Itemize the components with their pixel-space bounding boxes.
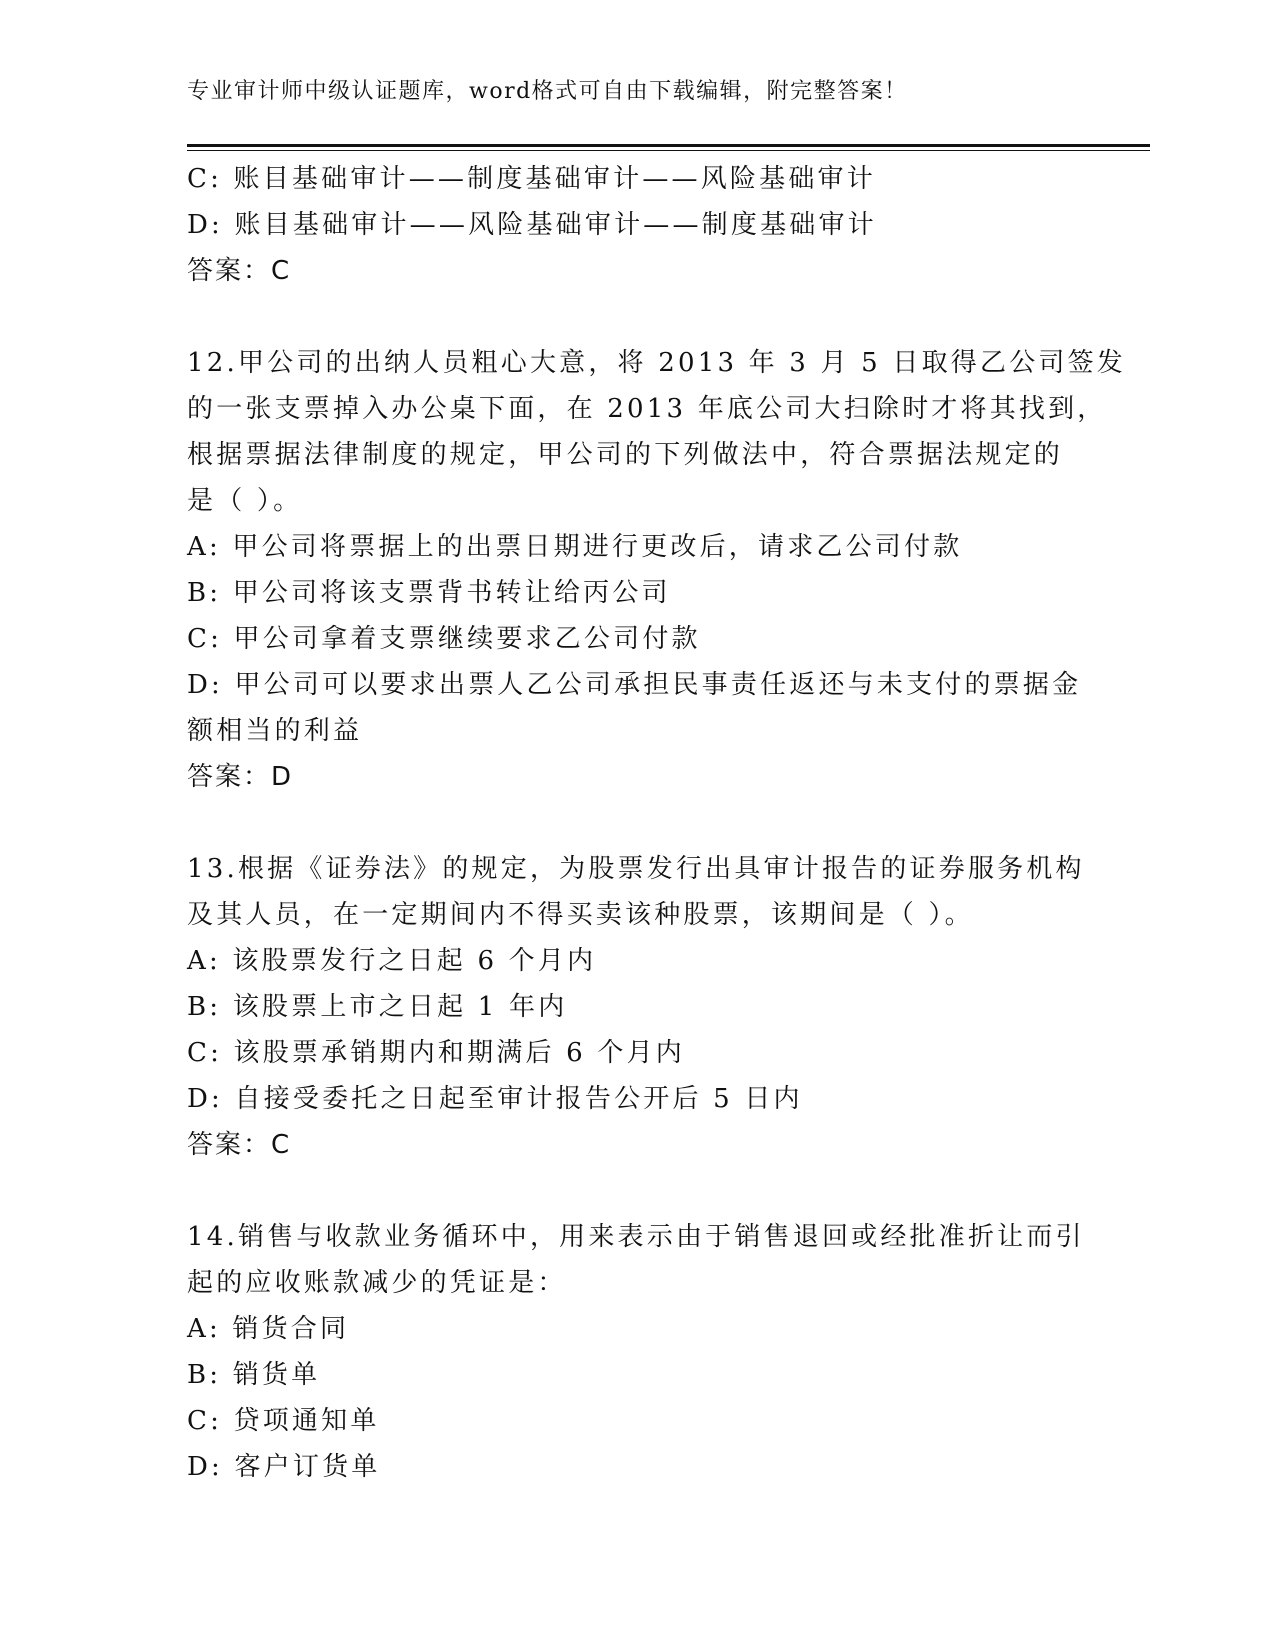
option-line: 额相当的利益 bbox=[187, 716, 363, 746]
question-stem-line: 13.根据《证券法》的规定，为股票发行出具审计报告的证券服务机构 bbox=[187, 854, 1085, 884]
answer-line: 答案：D bbox=[187, 762, 294, 792]
page-header: 专业审计师中级认证题库，word格式可自由下载编辑，附完整答案！ bbox=[187, 79, 908, 104]
question-stem-line: 12.甲公司的出纳人员粗心大意，将 2013 年 3 月 5 日取得乙公司签发 bbox=[187, 348, 1126, 378]
option-line: C: 甲公司拿着支票继续要求乙公司付款 bbox=[187, 624, 701, 654]
option-line: D: 甲公司可以要求出票人乙公司承担民事责任返还与未支付的票据金 bbox=[187, 670, 1082, 700]
question-stem-line: 的一张支票掉入办公桌下面，在 2013 年底公司大扫除时才将其找到， bbox=[187, 394, 1107, 424]
option-line: C: 贷项通知单 bbox=[187, 1406, 380, 1436]
option-line: D: 自接受委托之日起至审计报告公开后 5 日内 bbox=[187, 1084, 803, 1114]
spacer bbox=[187, 1168, 1087, 1214]
option-line: A: 甲公司将票据上的出票日期进行更改后，请求乙公司付款 bbox=[187, 532, 963, 562]
answer-line: 答案：C bbox=[187, 1130, 292, 1160]
question-stem-line: 14.销售与收款业务循环中，用来表示由于销售退回或经批准折让而引 bbox=[187, 1222, 1085, 1252]
option-line: A: 销货合同 bbox=[187, 1314, 350, 1344]
option-line: B: 销货单 bbox=[187, 1360, 321, 1390]
spacer bbox=[187, 800, 1087, 846]
header-rule-thin bbox=[187, 150, 1150, 151]
header-rule-thick bbox=[187, 144, 1150, 147]
option-line: C: 账目基础审计——制度基础审计——风险基础审计 bbox=[187, 164, 876, 194]
option-line: D: 客户订货单 bbox=[187, 1452, 381, 1482]
option-line: C: 该股票承销期内和期满后 6 个月内 bbox=[187, 1038, 685, 1068]
question-stem-line: 根据票据法律制度的规定，甲公司的下列做法中，符合票据法规定的 bbox=[187, 440, 1064, 470]
option-line: B: 甲公司将该支票背书转让给丙公司 bbox=[187, 578, 671, 608]
option-line: A: 该股票发行之日起 6 个月内 bbox=[187, 946, 597, 976]
question-stem-line: 起的应收账款减少的凭证是： bbox=[187, 1268, 567, 1298]
option-line: B: 该股票上市之日起 1 年内 bbox=[187, 992, 568, 1022]
question-content bbox=[187, 156, 1126, 1490]
answer-line: 答案：C bbox=[187, 256, 292, 286]
question-stem-line: 是（ ）。 bbox=[187, 486, 303, 516]
option-line: D: 账目基础审计——风险基础审计——制度基础审计 bbox=[187, 210, 877, 240]
spacer bbox=[187, 294, 1087, 340]
question-stem-line: 及其人员，在一定期间内不得买卖该种股票，该期间是（ ）。 bbox=[187, 900, 974, 930]
